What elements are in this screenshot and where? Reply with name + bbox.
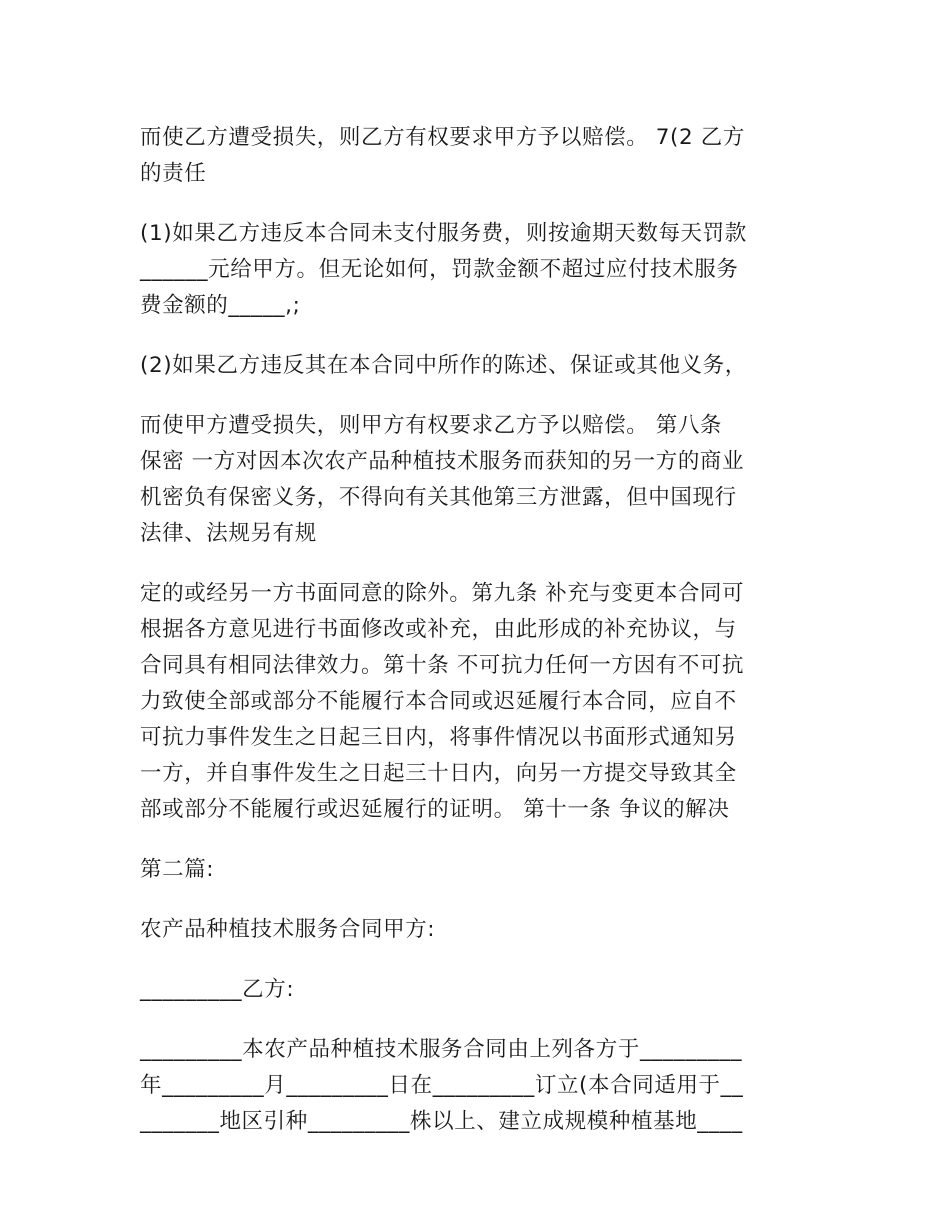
document-page (140, 120, 820, 1164)
text-line: 的责任 (140, 161, 207, 186)
contract-title-party-a (140, 912, 820, 948)
paragraph-compensation-a (140, 120, 820, 192)
text-line: 而使甲方遭受损失，则甲方有权要求乙方予以赔偿。 第八条 (140, 413, 723, 438)
text-line: 法律、法规另有规 (140, 521, 317, 546)
text-line: 费金额的_____,; (140, 293, 301, 318)
text-line: (2)如果乙方违反其在本合同中所作的陈述、保证或其他义务， (140, 353, 747, 378)
party-b-line (140, 972, 820, 1008)
text-line: 年_________月_________日在_________订立(本合同适用于__ (140, 1073, 744, 1098)
text-line: 第二篇: (140, 857, 215, 882)
text-line: 合同具有相同法律效力。第十条 不可抗力任何一方因有不可抗 (140, 653, 745, 678)
text-line: 力致使全部或部分不能履行本合同或迟延履行本合同，应自不 (140, 689, 737, 714)
text-line: 可抗力事件发生之日起三日内，将事件情况以书面形式通知另 (140, 725, 737, 750)
text-line: _________乙方: (140, 977, 295, 1002)
text-line: _________本农产品种植技术服务合同由上列各方于_________ (140, 1037, 743, 1062)
paragraph-contract-intro (140, 1032, 820, 1140)
text-line: ______元给甲方。但无论如何，罚款金额不超过应付技术服务 (140, 257, 739, 282)
paragraph-force-majeure (140, 576, 820, 828)
section-heading-part-two (140, 852, 820, 888)
text-line: 保密 一方对因本次农产品种植技术服务而获知的另一方的商业 (140, 449, 745, 474)
text-line: 定的或经另一方书面同意的除外。第九条 补充与变更本合同可 (140, 581, 745, 606)
paragraph-clause-1 (140, 216, 820, 324)
text-line: 而使乙方遭受损失，则乙方有权要求甲方予以赔偿。 7(2 乙方 (140, 125, 745, 150)
text-line: _______地区引种_________株以上、建立成规模种植基地____ (140, 1109, 743, 1134)
text-line: 机密负有保密义务，不得向有关其他第三方泄露，但中国现行 (140, 485, 737, 510)
text-line: 根据各方意见进行书面修改或补充，由此形成的补充协议，与 (140, 617, 737, 642)
text-line: 农产品种植技术服务合同甲方: (140, 917, 436, 942)
text-line: (1)如果乙方违反本合同未支付服务费，则按逾期天数每天罚款 (140, 221, 747, 246)
text-line: 一方，并自事件发生之日起三十日内，向另一方提交导致其全 (140, 761, 737, 786)
text-line: 部或部分不能履行或迟延履行的证明。 第十一条 争议的解决 (140, 797, 730, 822)
paragraph-clause-2 (140, 348, 820, 384)
paragraph-confidentiality (140, 408, 820, 552)
